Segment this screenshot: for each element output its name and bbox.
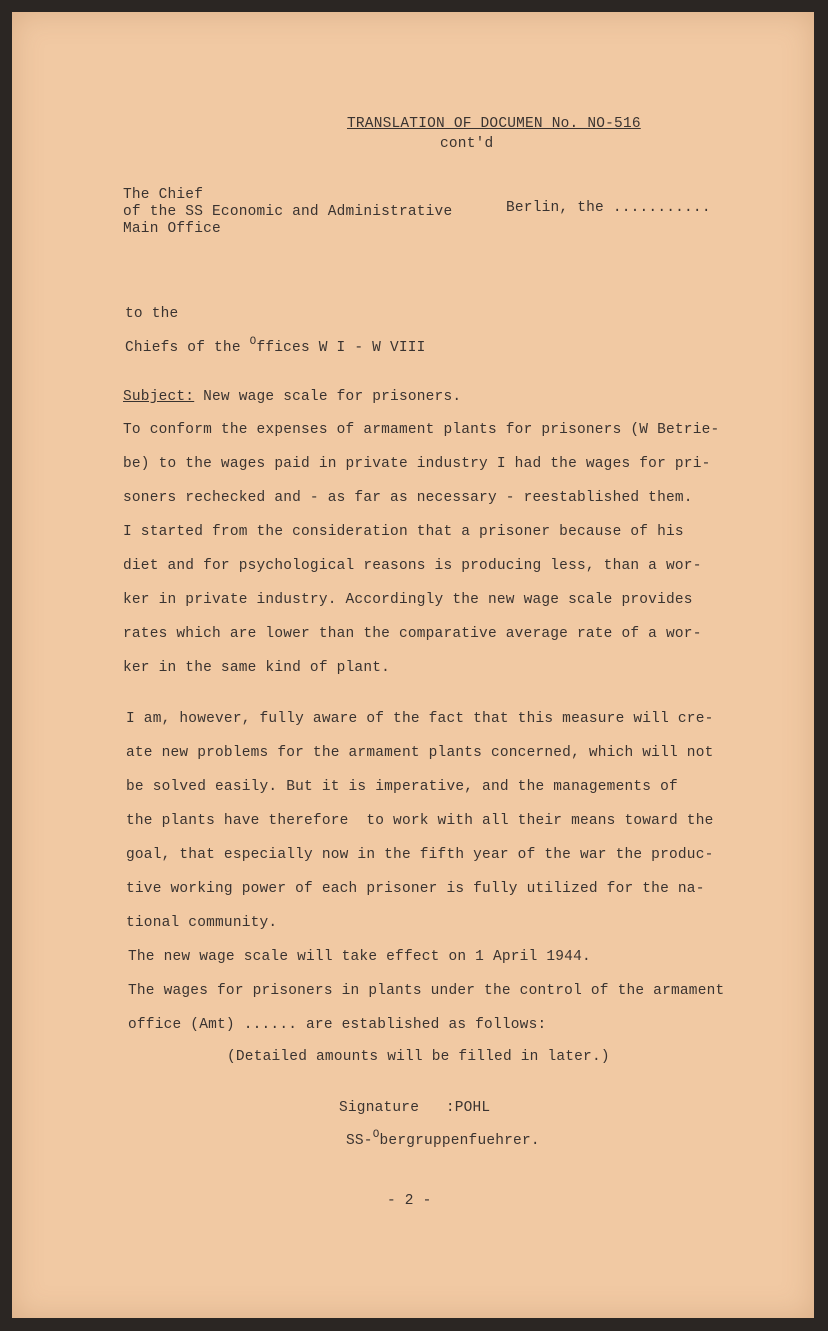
paragraph-line: soners rechecked and - as far as necessary - reestablished them. xyxy=(123,490,693,506)
rank-line xyxy=(346,1129,540,1151)
paragraph-line: be solved easily. But it is imperative, and the managements of xyxy=(126,779,678,795)
sender-line-2: of the SS Economic and Administrative xyxy=(123,204,453,220)
paragraph-line: The wages for prisoners in plants under the control of the armament xyxy=(128,983,725,999)
paragraph-line: ker in private industry. Accordingly the new wage scale provides xyxy=(123,592,693,608)
paragraph-line: To conform the expenses of armament plants for prisoners (W Betrie- xyxy=(123,422,720,438)
page-number: - 2 - xyxy=(387,1193,432,1209)
sender-line-1: The Chief xyxy=(123,187,204,203)
paragraph-line: I am, however, fully aware of the fact that this measure will cre- xyxy=(126,711,714,727)
rank-superscript: O xyxy=(372,1129,380,1141)
paragraph-line: office (Amt) ...... are established as follows: xyxy=(128,1017,547,1033)
place-date: Berlin, the ........... xyxy=(506,200,711,216)
paragraph-line: be) to the wages paid in private industry I had the wages for pri- xyxy=(123,456,711,472)
signature-line: Signature :POHL xyxy=(339,1100,491,1116)
rank-suffix: bergruppenfuehrer. xyxy=(379,1133,540,1149)
document-subtitle: cont'd xyxy=(440,136,494,152)
paragraph-line: ate new problems for the armament plants concerned, which will not xyxy=(126,745,714,761)
paragraph-line: tive working power of each prisoner is fully utilized for the na- xyxy=(126,881,705,897)
paragraph-line: diet and for psychological reasons is producing less, than a wor- xyxy=(123,558,702,574)
subject-label: Subject: xyxy=(123,389,195,405)
recipient-superscript: O xyxy=(249,336,257,348)
document-page xyxy=(12,12,814,1318)
subject-line xyxy=(123,389,461,406)
recipient-prefix: Chiefs of the xyxy=(125,340,250,356)
recipient-line-1: to the xyxy=(125,306,179,322)
paragraph-line: rates which are lower than the comparative average rate of a wor- xyxy=(123,626,702,642)
subject-text: New wage scale for prisoners. xyxy=(194,389,462,405)
paragraph-line: goal, that especially now in the fifth year of the war the produc- xyxy=(126,847,714,863)
paragraph-line: The new wage scale will take effect on 1 April 1944. xyxy=(128,949,591,965)
paragraph-line: the plants have therefore to work with all their means toward the xyxy=(126,813,714,829)
paragraph-line: I started from the consideration that a prisoner because of his xyxy=(123,524,684,540)
paragraph-line: ker in the same kind of plant. xyxy=(123,660,391,676)
amounts-note: (Detailed amounts will be filled in later.) xyxy=(227,1049,610,1065)
paragraph-line: tional community. xyxy=(126,915,278,931)
recipient-line-2 xyxy=(125,336,426,358)
rank-prefix: SS- xyxy=(346,1133,373,1149)
document-title: TRANSLATION OF DOCUMEN No. NO-516 xyxy=(347,116,641,132)
recipient-suffix: ffices W I - W VIII xyxy=(256,340,426,356)
sender-line-3: Main Office xyxy=(123,221,221,237)
